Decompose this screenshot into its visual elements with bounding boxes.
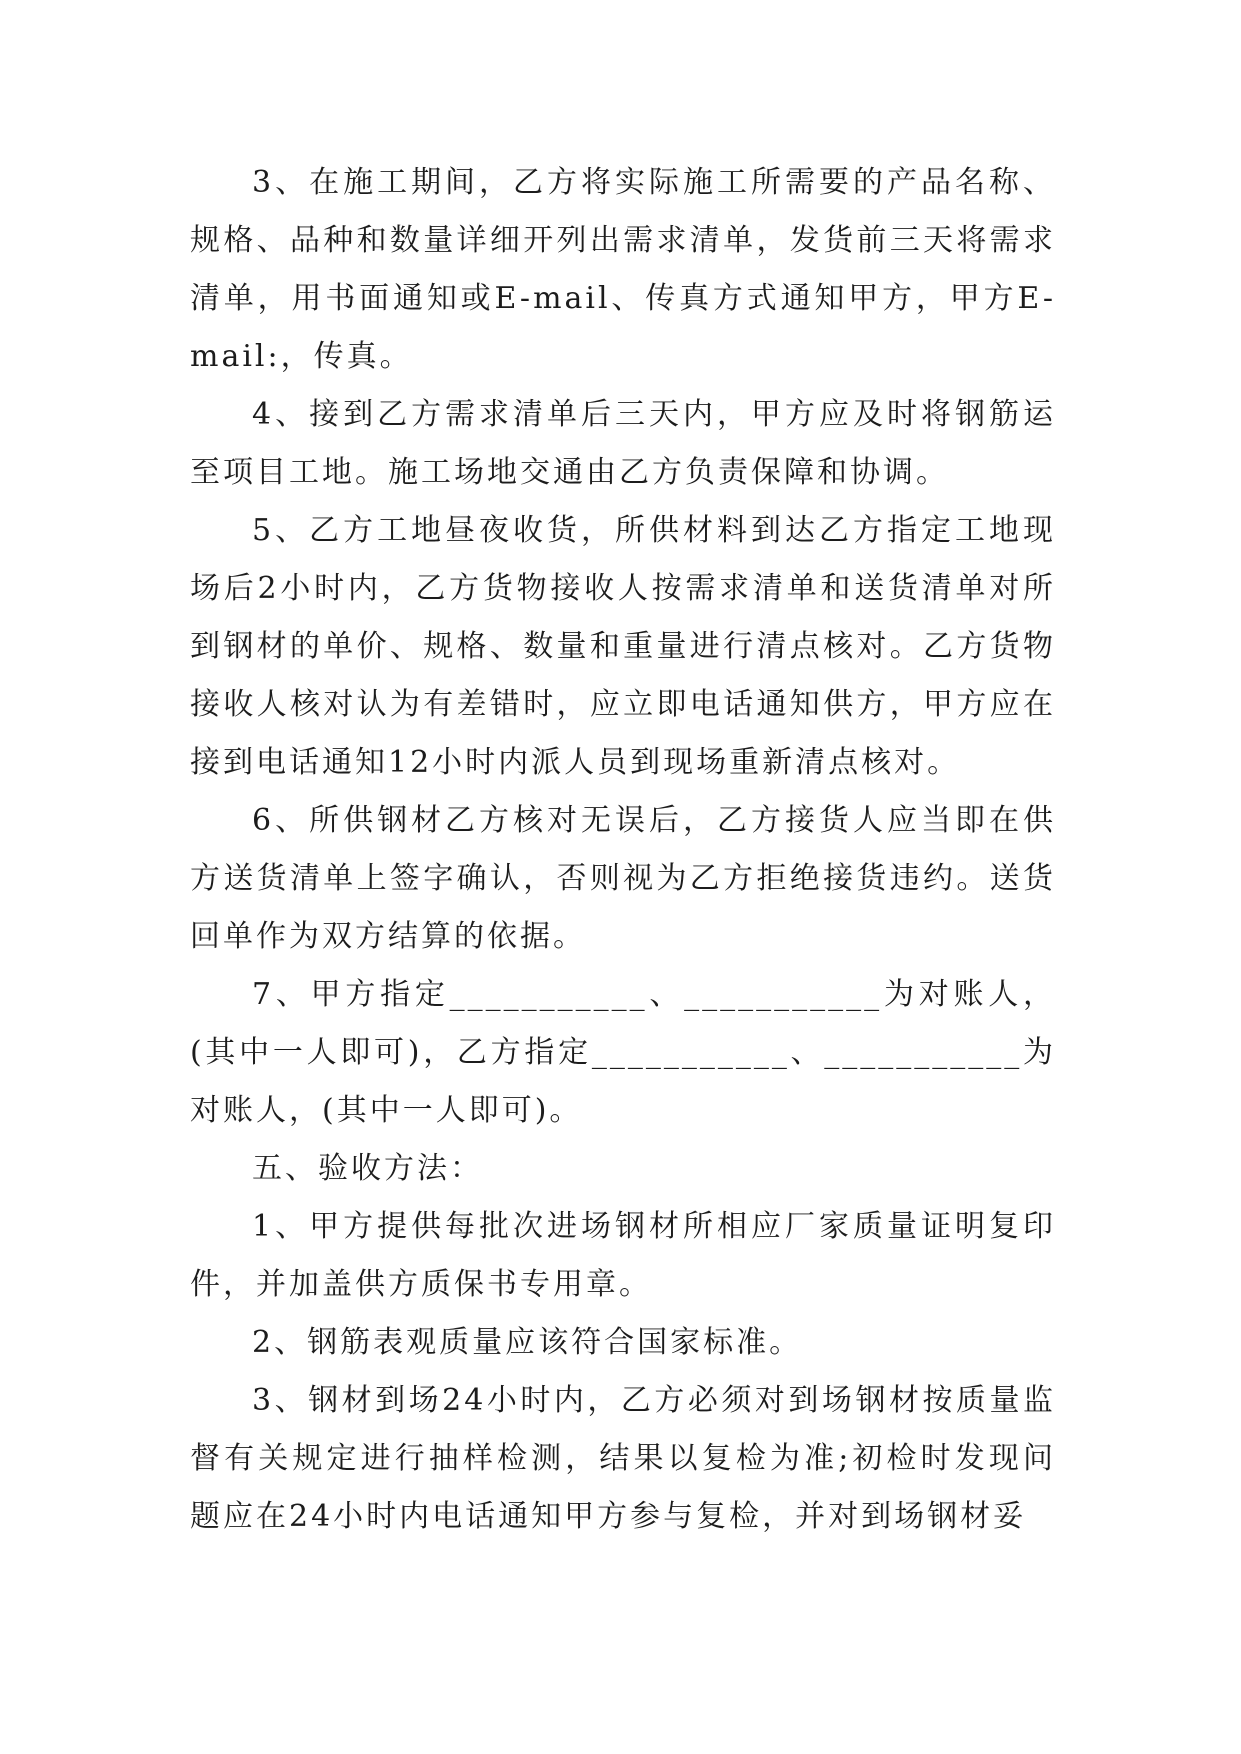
paragraph-quality-certificate: 1、甲方提供每批次进场钢材所相应厂家质量证明复印件，并加盖供方质保书专用章。 (190, 1209, 1056, 1302)
paragraph-sampling-test: 3、钢材到场24小时内，乙方必须对到场钢材按质量监督有关规定进行抽样检测，结果以复检为准;初检时发现问题应在24小时内电话通知甲方参与复检，并对到场钢材妥 (190, 1383, 1056, 1534)
document-page (190, 154, 1056, 1546)
paragraph-appearance-quality: 2、钢筋表观质量应该符合国家标准。 (252, 1325, 803, 1360)
paragraph-reconciliation-contacts: 7、甲方指定___________、___________为对账人，(其中一人即可)，乙方指定___________、___________为对账人，(其中一人即可)。 (190, 977, 1056, 1128)
paragraph-receiving-check: 5、乙方工地昼夜收货，所供材料到达乙方指定工地现场后2小时内，乙方货物接收人按需求清单和送货清单对所到钢材的单价、规格、数量和重量进行清点核对。乙方货物接收人核对认为有差错时，应立即电话通知供方，甲方应在接到电话通知12小时内派人员到现场重新清点核对。 (190, 513, 1056, 780)
paragraph-sign-confirm: 6、所供钢材乙方核对无误后，乙方接货人应当即在供方送货清单上签字确认，否则视为乙方拒绝接货违约。送货回单作为双方结算的依据。 (190, 803, 1056, 954)
section-heading-acceptance: 五、验收方法： (252, 1151, 483, 1186)
paragraph-transport: 4、接到乙方需求清单后三天内，甲方应及时将钢筋运至项目工地。施工场地交通由乙方负责保障和协调。 (190, 397, 1056, 490)
paragraph-delivery-notice: 3、在施工期间，乙方将实际施工所需要的产品名称、规格、品种和数量详细开列出需求清单，发货前三天将需求清单，用书面通知或E-mail、传真方式通知甲方，甲方E-mail:，传真。 (190, 165, 1056, 374)
